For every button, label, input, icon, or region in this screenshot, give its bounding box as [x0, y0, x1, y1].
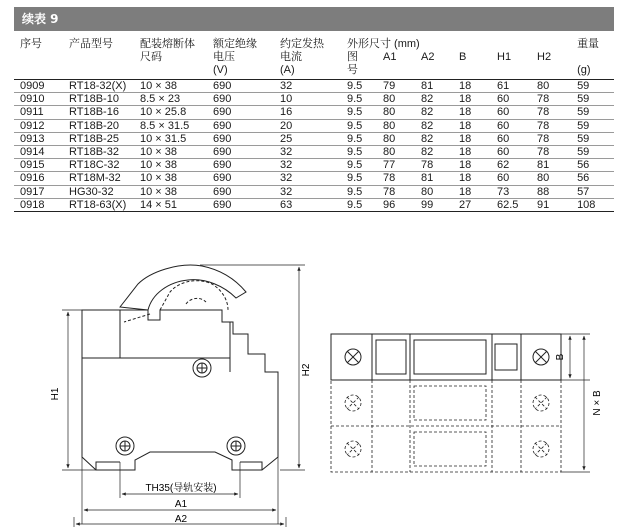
- cell-a1: 80: [377, 106, 415, 119]
- cell-voltage: 690: [207, 106, 274, 119]
- cell-a1: 80: [377, 146, 415, 159]
- cell-weight: 56: [571, 159, 614, 172]
- cell-h2: 91: [531, 198, 571, 211]
- header-weight: 重量: [577, 38, 600, 50]
- cell-model: RT18B-32: [63, 146, 134, 159]
- cell-model: RT18C-32: [63, 159, 134, 172]
- table-row: [14, 106, 614, 119]
- cell-h2: 78: [531, 106, 571, 119]
- cell-current: 63: [274, 198, 341, 211]
- cell-a2: 82: [415, 146, 453, 159]
- cell-a2: 78: [415, 159, 453, 172]
- header-figure: 图: [347, 51, 358, 63]
- dim-label-nb: N × B: [592, 390, 603, 416]
- cell-seq: 0918: [14, 198, 63, 211]
- screw-bottom-left: [116, 437, 134, 455]
- cell-weight: 59: [571, 146, 614, 159]
- cell-b: 18: [453, 185, 491, 198]
- fuse-holder-body: [82, 310, 278, 470]
- header-voltage-sub: 电压: [213, 51, 235, 63]
- header-fuse: 配装熔断体: [140, 38, 195, 50]
- dim-label-h1: H1: [50, 387, 61, 401]
- cell-a2: 82: [415, 119, 453, 132]
- cell-a1: 79: [377, 80, 415, 93]
- cell-weight: 57: [571, 185, 614, 198]
- cell-voltage: 690: [207, 185, 274, 198]
- header-h1: H1: [497, 51, 512, 63]
- table-header: [14, 38, 614, 80]
- cell-b: 18: [453, 80, 491, 93]
- table-body: [14, 80, 614, 212]
- table-row: [14, 198, 614, 211]
- table-row: [14, 146, 614, 159]
- cell-weight: 56: [571, 172, 614, 185]
- cell-voltage: 690: [207, 119, 274, 132]
- cell-fuse: 10 × 38: [134, 185, 207, 198]
- cell-fuse: 8.5 × 31.5: [134, 119, 207, 132]
- cell-a1: 96: [377, 198, 415, 211]
- cell-fuse: 8.5 × 23: [134, 93, 207, 106]
- header-h2: H2: [537, 51, 552, 63]
- cell-weight: 59: [571, 132, 614, 145]
- header-figure-no: 号: [341, 64, 377, 80]
- cell-b: 18: [453, 132, 491, 145]
- cell-b: 18: [453, 93, 491, 106]
- cell-model: RT18B-16: [63, 106, 134, 119]
- cell-h1: 73: [491, 185, 531, 198]
- cell-weight: 108: [571, 198, 614, 211]
- dim-label-a2: A2: [174, 514, 188, 525]
- dim-label-b: B: [555, 353, 566, 361]
- header-model: 产品型号: [69, 38, 113, 50]
- cell-b: 27: [453, 198, 491, 211]
- cell-seq: 0914: [14, 146, 63, 159]
- cell-voltage: 690: [207, 93, 274, 106]
- cell-h2: 80: [531, 172, 571, 185]
- cell-h2: 78: [531, 146, 571, 159]
- cell-weight: 59: [571, 119, 614, 132]
- header-seq: 序号: [20, 38, 42, 50]
- cell-voltage: 690: [207, 132, 274, 145]
- spec-table: [14, 38, 614, 212]
- cell-h1: 60: [491, 106, 531, 119]
- cell-a2: 82: [415, 106, 453, 119]
- terminal-screw-right: [533, 349, 549, 365]
- cell-b: 18: [453, 119, 491, 132]
- cell-model: RT18B-25: [63, 132, 134, 145]
- cell-model: RT18B-20: [63, 119, 134, 132]
- cell-a1: 78: [377, 185, 415, 198]
- cell-figure: 9.5: [341, 93, 377, 106]
- cell-a1: 80: [377, 119, 415, 132]
- cell-model: RT18-63(X): [63, 198, 134, 211]
- cell-a1: 80: [377, 132, 415, 145]
- header-a2: A2: [421, 51, 435, 63]
- cell-h2: 88: [531, 185, 571, 198]
- cell-fuse: 10 × 38: [134, 172, 207, 185]
- header-dimensions: 外形尺寸 (mm): [347, 38, 420, 50]
- cell-h1: 62: [491, 159, 531, 172]
- cell-a2: 81: [415, 172, 453, 185]
- cell-figure: 9.5: [341, 146, 377, 159]
- cell-seq: 0915: [14, 159, 63, 172]
- table-row: [14, 93, 614, 106]
- table-row: [14, 119, 614, 132]
- header-voltage-unit: (V): [207, 64, 274, 80]
- cell-current: 25: [274, 132, 341, 145]
- cell-fuse: 14 × 51: [134, 198, 207, 211]
- side-view-drawing: [82, 265, 278, 470]
- table-row: [14, 159, 614, 172]
- header-voltage: 额定绝缘: [213, 38, 257, 50]
- cell-model: HG30-32: [63, 185, 134, 198]
- dim-label-h2: H2: [301, 363, 312, 377]
- dimension-drawings: [0, 262, 634, 527]
- table-row: [14, 172, 614, 185]
- table-title-bar: [14, 7, 614, 31]
- cell-h1: 60: [491, 172, 531, 185]
- cell-h2: 78: [531, 93, 571, 106]
- cell-a1: 77: [377, 159, 415, 172]
- top-view-additional-modules: [331, 380, 561, 472]
- cell-weight: 59: [571, 93, 614, 106]
- header-current: 约定发热: [280, 38, 324, 50]
- cell-fuse: 10 × 38: [134, 146, 207, 159]
- cell-current: 32: [274, 159, 341, 172]
- cell-h2: 80: [531, 80, 571, 93]
- cell-figure: 9.5: [341, 106, 377, 119]
- cell-current: 10: [274, 93, 341, 106]
- cell-a2: 82: [415, 93, 453, 106]
- cell-figure: 9.5: [341, 185, 377, 198]
- terminal-screw-left: [345, 349, 361, 365]
- cell-current: 16: [274, 106, 341, 119]
- cell-current: 32: [274, 80, 341, 93]
- cell-seq: 0916: [14, 172, 63, 185]
- header-fuse-size: 尺码: [140, 51, 162, 63]
- cell-seq: 0913: [14, 132, 63, 145]
- cell-a2: 99: [415, 198, 453, 211]
- cell-figure: 9.5: [341, 132, 377, 145]
- cell-b: 18: [453, 172, 491, 185]
- cell-h1: 60: [491, 119, 531, 132]
- cell-b: 18: [453, 146, 491, 159]
- cell-h1: 60: [491, 132, 531, 145]
- cell-seq: 0909: [14, 80, 63, 93]
- dim-label-a1: A1: [174, 499, 188, 510]
- header-b: B: [459, 51, 467, 63]
- cell-h1: 62.5: [491, 198, 531, 211]
- cell-figure: 9.5: [341, 172, 377, 185]
- table-title: 续表 9: [22, 12, 59, 26]
- cell-a2: 80: [415, 185, 453, 198]
- cell-h1: 60: [491, 146, 531, 159]
- cell-figure: 9.5: [341, 198, 377, 211]
- cell-figure: 9.5: [341, 159, 377, 172]
- cell-voltage: 690: [207, 159, 274, 172]
- cell-current: 20: [274, 119, 341, 132]
- cell-fuse: 10 × 25.8: [134, 106, 207, 119]
- header-current-sub: 电流: [280, 51, 302, 63]
- cell-b: 18: [453, 159, 491, 172]
- cell-model: RT18-32(X): [63, 80, 134, 93]
- cell-fuse: 10 × 31.5: [134, 132, 207, 145]
- cell-model: RT18M-32: [63, 172, 134, 185]
- cell-a1: 78: [377, 172, 415, 185]
- header-a1: A1: [383, 51, 397, 63]
- cell-weight: 59: [571, 80, 614, 93]
- cell-weight: 59: [571, 106, 614, 119]
- cell-a1: 80: [377, 93, 415, 106]
- cell-seq: 0912: [14, 119, 63, 132]
- cell-b: 18: [453, 106, 491, 119]
- dim-label-th35: TH35(导轨安装): [145, 483, 217, 494]
- cell-seq: 0910: [14, 93, 63, 106]
- cell-current: 32: [274, 172, 341, 185]
- cell-h2: 78: [531, 132, 571, 145]
- cell-h2: 81: [531, 159, 571, 172]
- cell-figure: 9.5: [341, 119, 377, 132]
- table-row: [14, 185, 614, 198]
- cell-fuse: 10 × 38: [134, 80, 207, 93]
- cell-model: RT18B-10: [63, 93, 134, 106]
- cell-seq: 0917: [14, 185, 63, 198]
- cell-h1: 60: [491, 93, 531, 106]
- cell-a2: 81: [415, 80, 453, 93]
- cell-seq: 0911: [14, 106, 63, 119]
- cell-voltage: 690: [207, 198, 274, 211]
- cell-current: 32: [274, 185, 341, 198]
- screw-top: [193, 359, 211, 377]
- screw-bottom-right: [227, 437, 245, 455]
- cell-current: 32: [274, 146, 341, 159]
- cell-figure: 9.5: [341, 80, 377, 93]
- header-weight-unit: (g): [571, 64, 614, 80]
- table-row: [14, 132, 614, 145]
- header-current-unit: (A): [274, 64, 341, 80]
- top-view-drawing: [331, 334, 561, 380]
- cell-fuse: 10 × 38: [134, 159, 207, 172]
- table-row: [14, 80, 614, 93]
- cell-voltage: 690: [207, 172, 274, 185]
- cell-a2: 82: [415, 132, 453, 145]
- cell-h1: 61: [491, 80, 531, 93]
- cell-voltage: 690: [207, 146, 274, 159]
- cell-voltage: 690: [207, 80, 274, 93]
- cell-h2: 78: [531, 119, 571, 132]
